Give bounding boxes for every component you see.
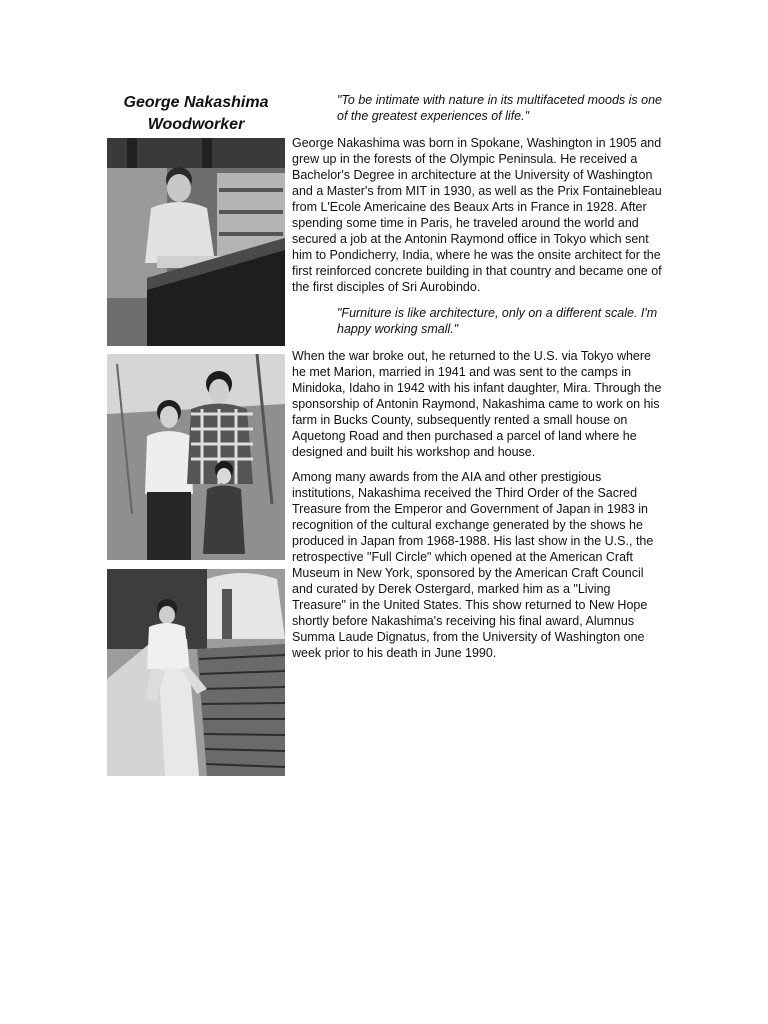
quote-nature: "To be intimate with nature in its multifaceted moods is one of the greatest experiences of life." bbox=[337, 93, 662, 123]
quote-furniture: "Furniture is like architecture, only on a different scale. I'm happy working small." bbox=[337, 306, 658, 336]
title-subtitle: Woodworker bbox=[147, 116, 245, 133]
title-name: George Nakashima bbox=[123, 94, 269, 111]
paragraph-awards: Among many awards from the AIA and other prestigious institutions, Nakashima received the Third Order of the Sacred Treasure from the Emperor and Government of Japan in 1983 in recognition of the cultural exchange generated by the shows he produced in Japan from 1968-1988. His last show in the U.S., the retrospective "Full Circle" which opened at the American Craft Museum in New York, sponsored by the American Craft Council and curated by Derek Ostergard, marked him as a "Living Treasure" in the United States. This show returned to New Hope shortly before Nakashima's receiving his final award, Alumnus Summa Laude Dignatus, from the University of Washington one week prior to his death in June 1990. bbox=[292, 470, 654, 660]
photo-family-outdoors bbox=[107, 354, 285, 560]
paragraph-early-life: George Nakashima was born in Spokane, Washington in 1905 and grew up in the forests of the Olympic Peninsula. He received a Bachelor's Degree in architecture at the University of Washington and a Master's from MIT in 1930, as well as the Prix Fontainebleau from L'Ecole Americaine des Beaux Arts in France in 1928. After spending some time in Paris, he traveled around the world and secured a job at the Antonin Raymond office in Tokyo which sent him to Pondicherry, India, where he was the onsite architect for the first reinforced concrete building in that country and became one of the first disciples of Sri Aurobindo. bbox=[292, 136, 662, 294]
photo-workshop-portrait bbox=[107, 138, 285, 346]
document-title bbox=[106, 92, 286, 136]
photo-boy-on-structure bbox=[107, 569, 285, 776]
paragraph-war-years: When the war broke out, he returned to the U.S. via Tokyo where he met Marion, married in 1941 and was sent to the camps in Minidoka, Idaho in 1942 with his infant daughter, Mira. Through the sponsorship of Antonin Raymond, Nakashima came to work on his farm in Bucks County, subsequently rented a small house on Aquetong Road and then purchased a parcel of land where he designed and built his workshop and house. bbox=[292, 349, 662, 459]
